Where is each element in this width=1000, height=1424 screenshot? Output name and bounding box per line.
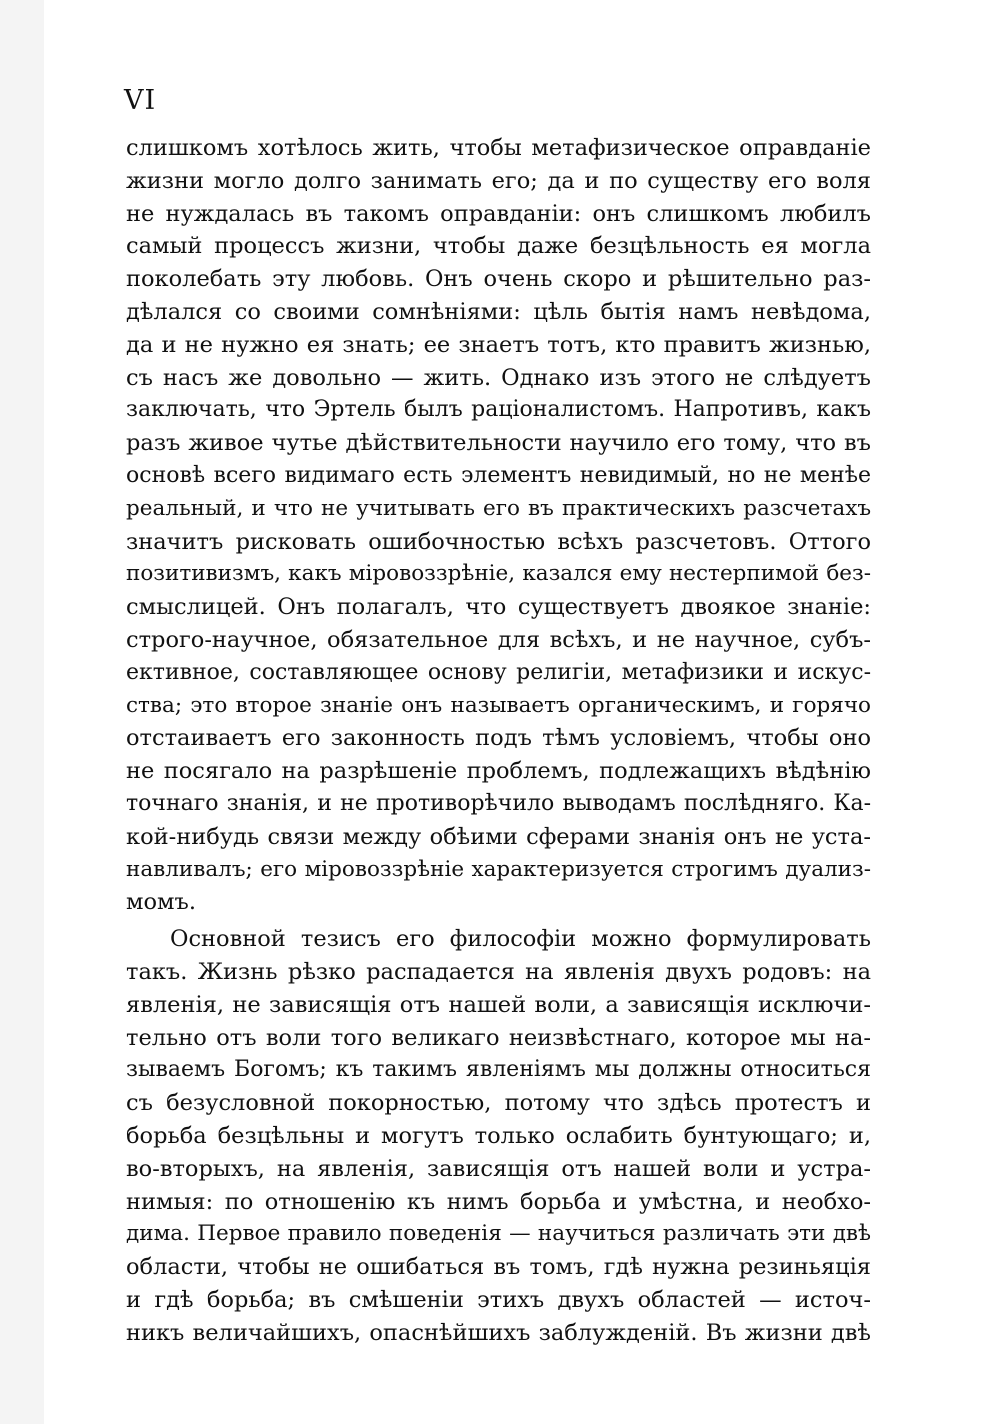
text-line: дѣлался со своими сомнѣніями: цѣль бытія намъ невѣдома, (126, 298, 871, 325)
text-line: значитъ рисковать ошибочностью всѣхъ разсчетовъ. Оттого (126, 528, 871, 555)
paragraph-2 (126, 923, 871, 1349)
text-line: области, чтобы не ошибаться въ томъ, гдѣ нужна резиньяція (126, 1254, 871, 1281)
text-line: слишкомъ хотѣлось жить, чтобы метафизическое оправданіе (126, 135, 871, 161)
text-line: основѣ всего видимаго есть элементъ невидимый, но не менѣе (126, 462, 871, 488)
text-line: съ насъ же довольно — жить. Однако изъ этого не слѣдуетъ (126, 364, 871, 391)
text-line: поколебать эту любовь. Онъ очень скоро и рѣшительно раз- (126, 266, 871, 293)
text-line: нимыя: по отношенію къ нимъ борьба и умѣстна, и необхо- (126, 1188, 871, 1215)
text-line: борьба безцѣльны и могутъ только ослабить бунтующаго; и, (126, 1122, 871, 1149)
text-line: смыслицей. Онъ полагалъ, что существуетъ двоякое знаніе: (126, 594, 871, 621)
text-line: навливалъ; его міровоззрѣніе характеризуется строгимъ дуализ- (126, 856, 871, 882)
text-line: ективное, составляющее основу религіи, метафизики и искус- (126, 659, 871, 685)
text-line: позитивизмъ, какъ міровоззрѣніе, казался ему нестерпимой без- (126, 561, 871, 587)
paragraph-1 (126, 132, 871, 919)
text-line: самый процессъ жизни, чтобы даже безцѣльность ея могла (126, 233, 871, 260)
text-line: жизни могло долго занимать его; да и по существу его воля (126, 167, 871, 194)
text-line: во-вторыхъ, на явленія, зависящія отъ нашей воли и устра- (126, 1155, 871, 1182)
text-line: не посягало на разрѣшеніе проблемъ, подлежащихъ вѣдѣнію (126, 758, 871, 785)
text-line: Основной тезисъ его философіи можно формулировать (170, 926, 871, 953)
text-line: ства; это второе знаніе онъ называетъ органическимъ, и горячо (126, 692, 871, 718)
body-text (126, 132, 871, 1349)
text-line: никъ величайшихъ, опаснѣйшихъ заблужденій. Въ жизни двѣ (126, 1319, 871, 1346)
text-line: да и не нужно ея знать; ее знаетъ тотъ, кто правитъ жизнью, (126, 331, 871, 358)
text-line: разъ живое чутье дѣйствительности научило его тому, что въ (126, 430, 871, 457)
text-line: момъ. (126, 889, 197, 916)
text-line: отстаиваетъ его законность подъ тѣмъ условіемъ, чтобы оно (126, 725, 871, 752)
text-line: точнаго знанія, и не противорѣчило выводамъ послѣдняго. Ка- (126, 790, 871, 816)
text-line: явленія, не зависящія отъ нашей воли, а зависящія исключи- (126, 991, 871, 1018)
text-line: дима. Первое правило поведенія — научиться различать эти двѣ (126, 1221, 871, 1247)
text-line: кой-нибудь связи между обѣими сферами знанія онъ не уста- (126, 823, 871, 850)
page-margin-shadow (0, 0, 44, 1424)
text-line: такъ. Жизнь рѣзко распадается на явленія двухъ родовъ: на (126, 958, 871, 985)
text-line: зываемъ Богомъ; къ такимъ явленіямъ мы должны относиться (126, 1057, 871, 1083)
page-number: VI (124, 85, 157, 116)
text-line: заключать, что Эртель былъ раціоналистомъ. Напротивъ, какъ (126, 397, 871, 423)
text-line: не нуждалась въ такомъ оправданіи: онъ слишкомъ любилъ (126, 200, 871, 227)
text-line: строго-научное, обязательное для всѣхъ, и не научное, субъ- (126, 626, 871, 653)
text-line: и гдѣ борьба; въ смѣшеніи этихъ двухъ областей — источ- (126, 1286, 871, 1313)
text-line: реальный, и что не учитывать его въ практическихъ разсчетахъ (126, 495, 871, 521)
text-line: тельно отъ воли того великаго неизвѣстнаго, которое мы на- (126, 1024, 871, 1051)
text-line: съ безусловной покорностью, потому что здѣсь протестъ и (126, 1090, 871, 1117)
